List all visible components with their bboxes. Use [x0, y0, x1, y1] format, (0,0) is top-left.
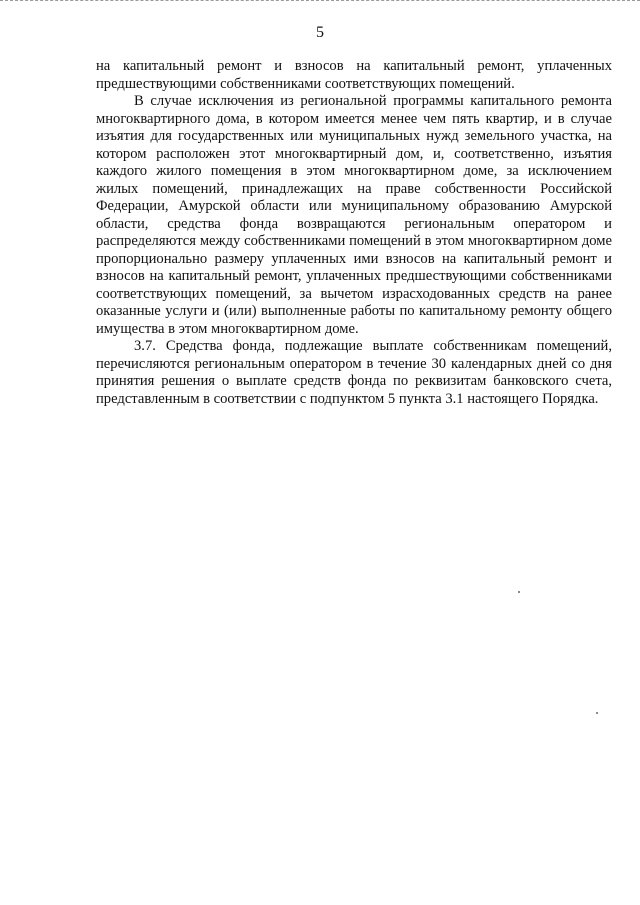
page-number: 5	[316, 24, 324, 41]
scan-speck	[518, 591, 520, 593]
paragraph-3-7: 3.7. Средства фонда, подлежащие выплате собственникам помещений, перечисляются региональным оператором в течение 30 календарных дней со дня принятия решения о выплате средств фонда по реквизитам банковского счета, представленным в соответствии с подпунктом 5 пункта 3.1 настоящего Порядка.	[96, 338, 612, 407]
scan-top-edge	[0, 0, 640, 3]
scan-speck	[596, 712, 598, 714]
document-body	[96, 58, 612, 408]
paragraph-continuation: на капитальный ремонт и взносов на капитальный ремонт, уплаченных предшествующими собственниками соответствующих помещений.	[96, 58, 612, 92]
paragraph-exclusion-case: В случае исключения из региональной программы капитального ремонта многоквартирного дома, в котором имеется менее чем пять квартир, и в случае изъятия для государственных или муниципальных нужд земельного участка, на котором расположен этот многоквартирный дом, и, соответственно, изъятия каждого жилого помещения в этом многоквартирном доме, за исключением жилых помещений, принадлежащих на праве собственности Российской Федерации, Амурской области или муниципальному образованию Амурской области, средства фонда возвращаются региональным оператором и распределяются между собственниками помещений в этом многоквартирном доме пропорционально размеру уплаченных ими взносов на капитальный ремонт и взносов на капитальный ремонт, уплаченных предшествующими собственниками соответствующих помещений, за вычетом израсходованных средств на ранее оказанные услуги и (или) выполненные работы по капитальному ремонту общего имущества в этом многоквартирном доме.	[96, 93, 612, 337]
